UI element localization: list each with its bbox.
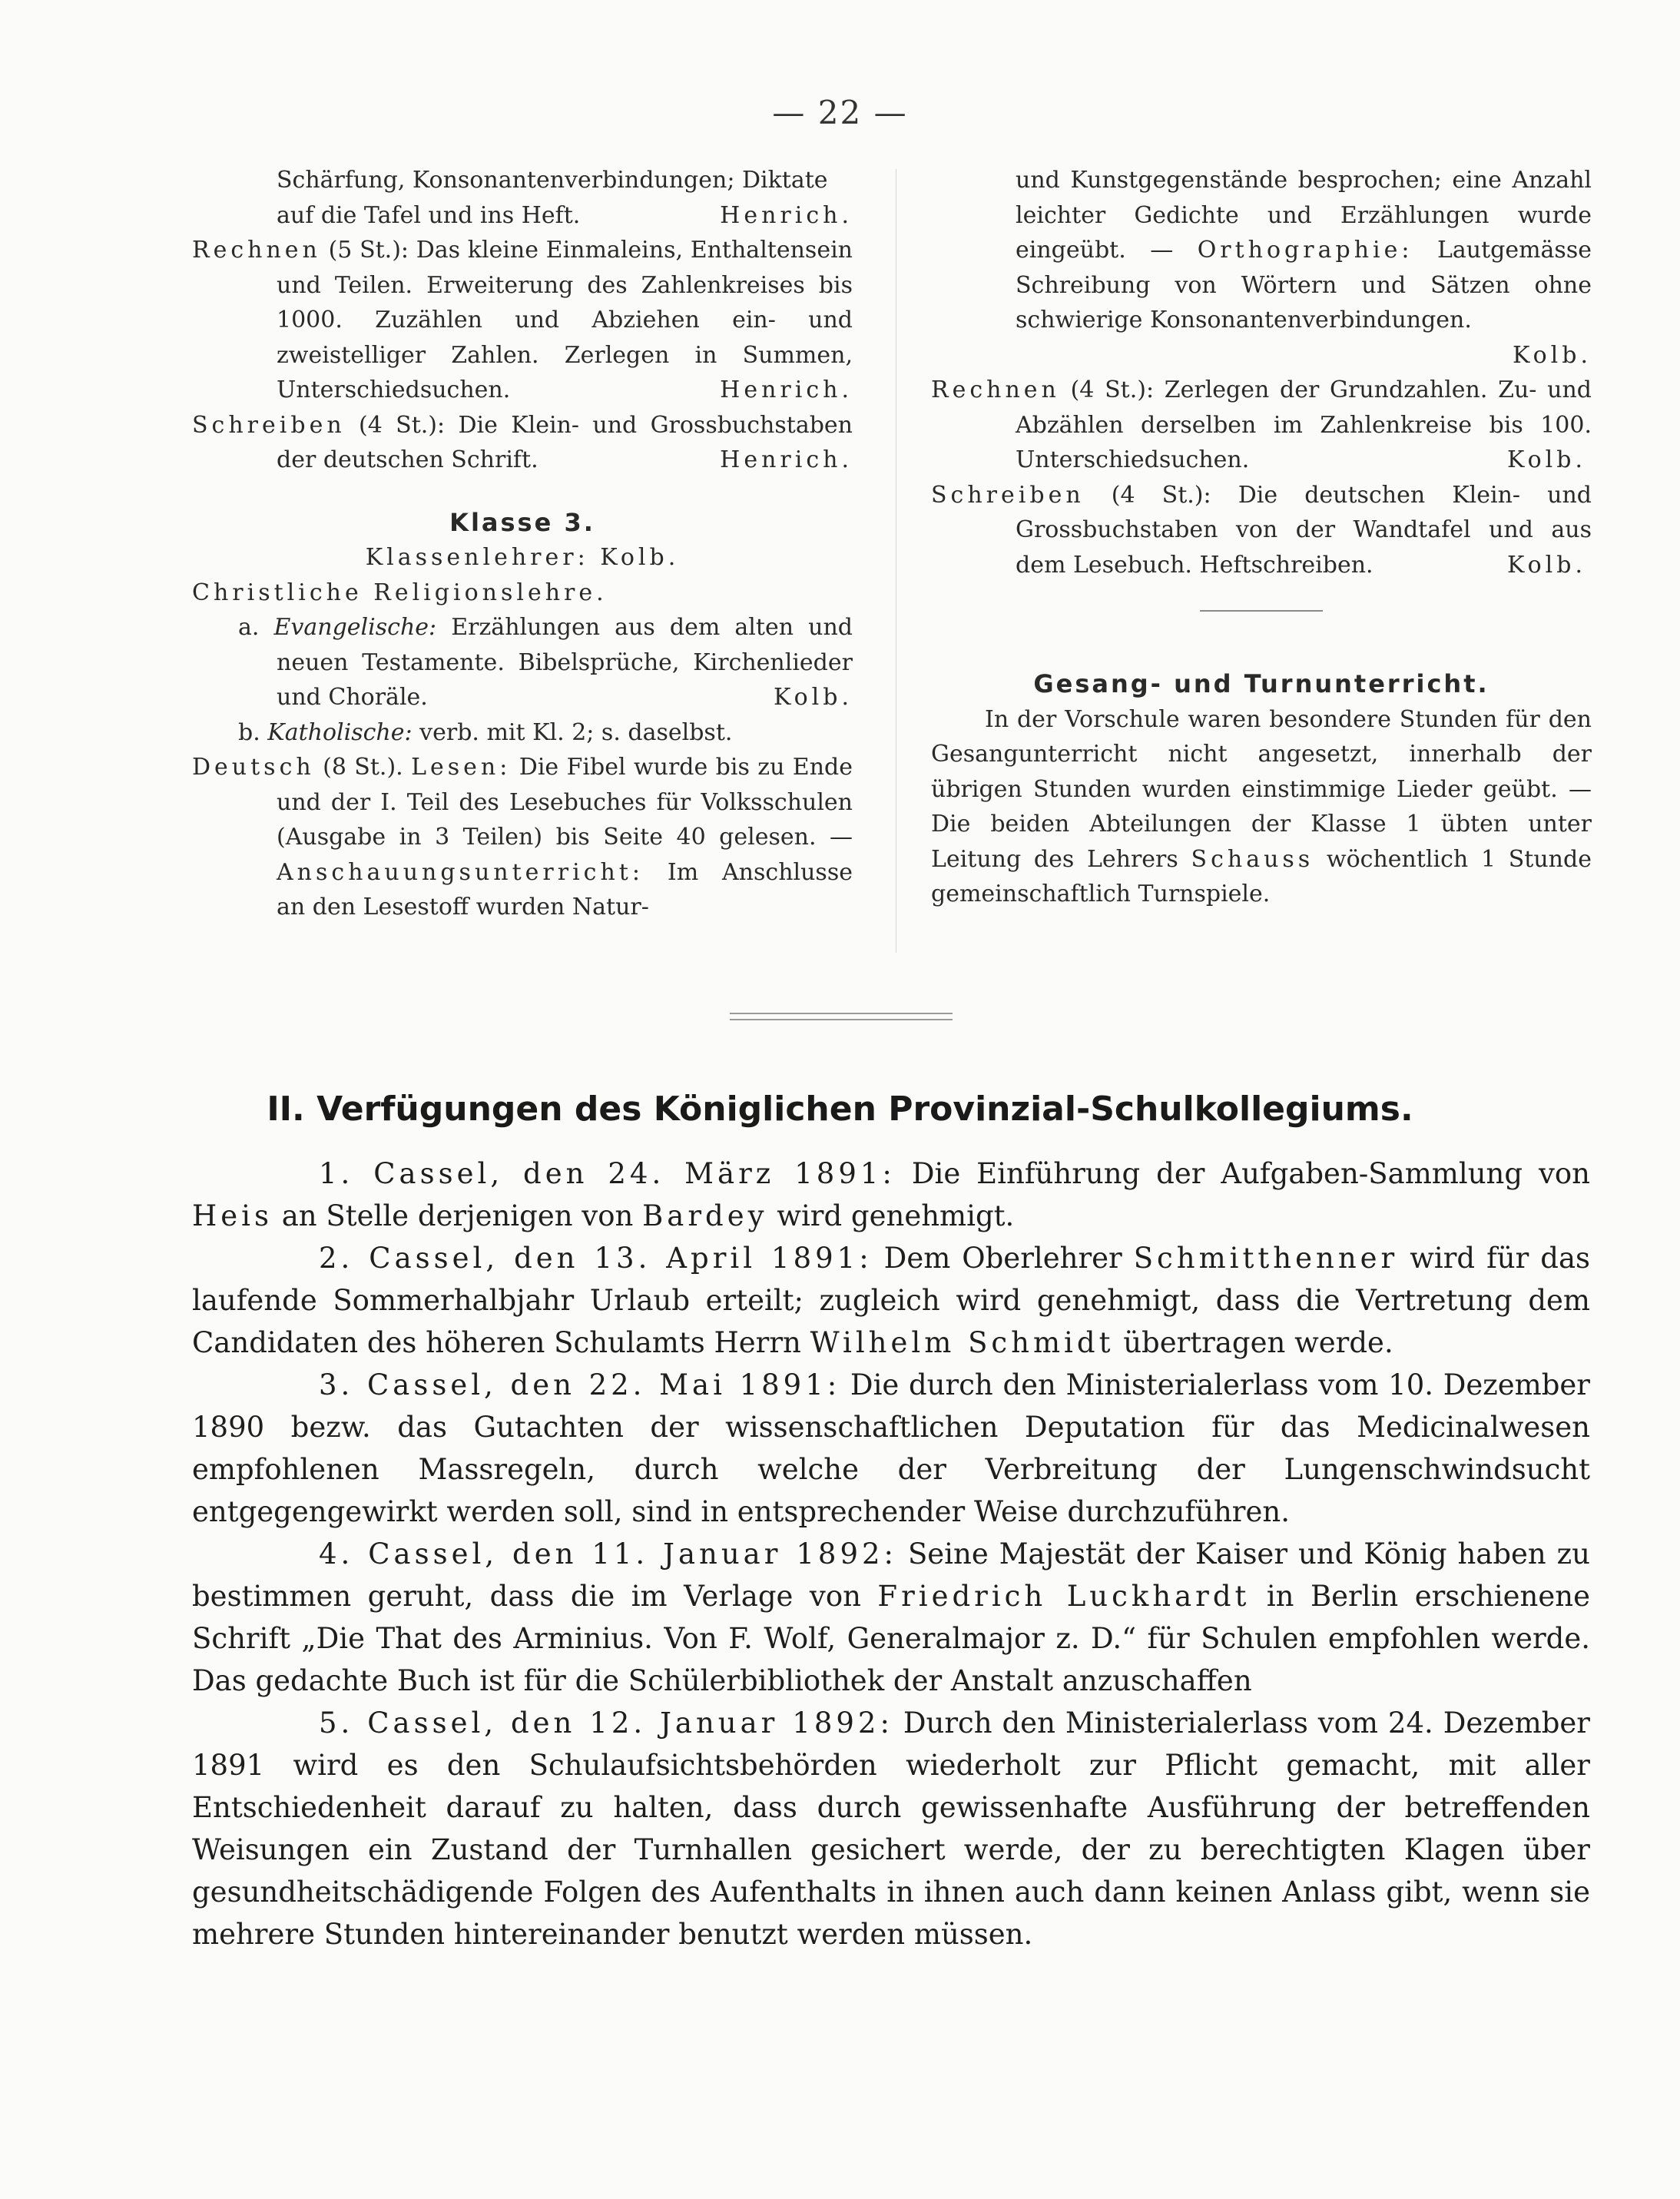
right-rechnen: Rechnen (4 St.): Zerlegen der Grundzahlen. Zu- und Abzählen derselben im Zahlenkreise bis 100. Unterschiedsuchen. Kolb. [931, 376, 1592, 473]
religion-heading: Christliche Religionslehre. [192, 579, 608, 606]
section-title: II. Verfügungen des Königlichen Provinzial-Schulkollegiums. [267, 1090, 1413, 1129]
gesang-heading: Gesang- und Turnunterricht. [1033, 669, 1489, 698]
section-body [192, 1153, 1590, 1955]
left-deutsch: Deutsch (8 St.). Lesen: Die Fibel wurde bis zu Ende und der I. Teil des Lesebuches für Volksschulen (Ausgabe in 3 Teilen) bis Seite 40 gelesen. — Anschauungsunterricht: Im Anschlusse an den Lesestoff wurden Natur- [192, 754, 853, 920]
left-schreiben: Schreiben (4 St.): Die Klein- und Grossbuchstaben der deutschen Schrift. Henrich. [192, 408, 853, 478]
klassenlehrer: Klassenlehrer: Kolb. [365, 544, 680, 571]
klasse-heading: Klasse 3. [449, 507, 595, 537]
signature: Henrich. [720, 201, 853, 229]
decree-5: 5. Cassel, den 12. Januar 1892: Durch den Ministerialerlass vom 24. Dezember 1891 wird es den Schulaufsichtsbehörden wiederholt zur Pflicht gemacht, mit aller Entschiedenheit darauf zu halten, dass durch gewissenhafte Ausführung der betreffenden Weisungen ein Zustand der Turnhallen gesichert werde, der zu berechtigten Klagen über gesundheitschädigende Folgen des Aufenthalts in ihnen auch dann keinen Anlass gibt, wenn sie mehrere Stunden hintereinander benutzt werden müssen. [192, 1706, 1590, 1951]
page-number: — 22 — [772, 94, 908, 131]
left-line-1: Schärfung, Konsonantenverbindungen; Diktate auf die Tafel und ins Heft. Henrich. [192, 163, 853, 233]
signature: Kolb. [773, 684, 853, 711]
signature: Henrich. [720, 446, 853, 473]
decree-3: 3. Cassel, den 22. Mai 1891: Die durch den Ministerialerlass vom 10. Dezember 1890 bezw. das Gutachten der wissenschaftlichen Deputation für das Medicinalwesen empfohlenen Massregeln, durch welche der Verbreitung der Lungenschwindsucht entgegengewirkt werden soll, sind in entsprechender Weise durchzuführen. [192, 1368, 1590, 1528]
double-rule [730, 1013, 953, 1020]
right-continuation: und Kunstgegenstände besprochen; eine Anzahl leichter Gedichte und Erzählungen wurde eingeübt. — Orthographie: Lautgemässe Schreibung von Wörtern und Sätzen ohne schwierige Konsonantenverbindungen. [1016, 167, 1592, 333]
decree-1: 1. Cassel, den 24. März 1891: Die Einführung der Aufgaben-Sammlung von Heis an Stelle derjenigen von Bardey wird genehmigt. [192, 1157, 1590, 1232]
signature: Henrich. [720, 376, 853, 403]
decree-4: 4. Cassel, den 11. Januar 1892: Seine Majestät der Kaiser und König haben zu bestimmen geruht, dass die im Verlage von Friedrich Luckhardt in Berlin erschienene Schrift „Die That des Arminius. Von F. Wolf, Generalmajor z. D.“ für Schulen empfohlen werde. Das gedachte Buch ist für die Schülerbibliothek der Anstalt anzuschaffen [192, 1537, 1590, 1697]
left-rechnen: Rechnen (5 St.): Das kleine Einmaleins, Enthaltensein und Teilen. Erweiterung des Zahlenkreises bis 1000. Zuzählen und Abziehen ein- und zweistelliger Zahlen. Zerlegen in Summen, Unterschiedsuchen. Henrich. [192, 233, 853, 408]
gesang-text: In der Vorschule waren besondere Stunden für den Gesangunterricht nicht angesetzt, innerhalb der übrigen Stunden wurden einstimmige Lieder geübt. — Die beiden Abteilungen der Klasse 1 übten unter Leitung des Lehrers Schauss wöchentlich 1 Stunde gemeinschaftlich Turnspiele. [931, 705, 1592, 907]
right-schreiben: Schreiben (4 St.): Die deutschen Klein- und Grossbuchstaben von der Wandtafel und aus dem Lesebuch. Heftschreiben. Kolb. [931, 481, 1592, 579]
religion-b: b. Katholische: verb. mit Kl. 2; s. daselbst. [238, 718, 733, 746]
religion-a: a. Evangelische: Erzählungen aus dem alten und neuen Testamente. Bibelsprüche, Kirchenlieder und Choräle. Kolb. [192, 610, 853, 715]
signature: Kolb. [1512, 341, 1592, 369]
decree-2: 2. Cassel, den 13. April 1891: Dem Oberlehrer Schmitthenner wird für das laufende Sommerhalbjahr Urlaub erteilt; zugleich wird genehmigt, dass die Vertretung dem Candidaten des höheren Schulamts Herrn Wilhelm Schmidt übertragen werde. [192, 1242, 1590, 1359]
right-column [931, 163, 1592, 912]
left-column [192, 163, 853, 925]
